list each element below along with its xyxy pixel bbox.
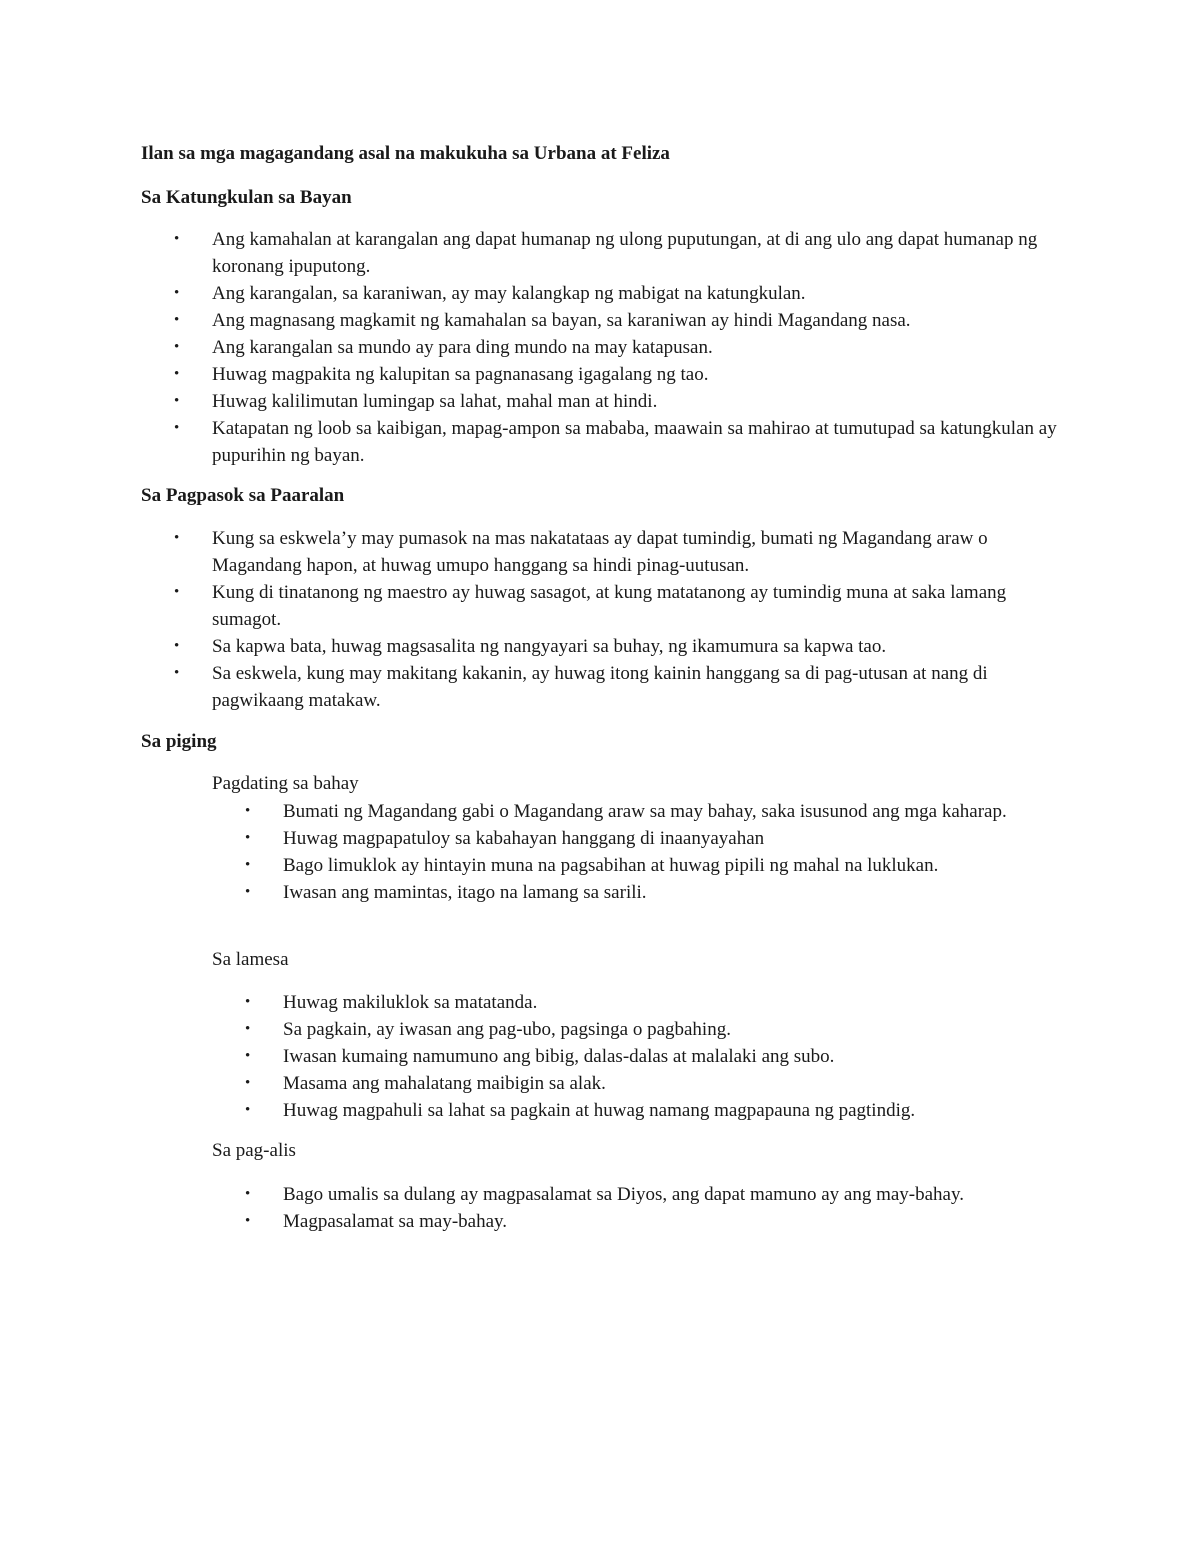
list-item: • Bago limuklok ay hintayin muna na pagsabihan at huwag pipili ng mahal na luklukan. [283,852,1073,879]
list-item: • Magpasalamat sa may-bahay. [283,1208,1073,1235]
list-item: • Iwasan ang mamintas, itago na lamang sa sarili. [283,879,1073,906]
list-item: • Huwag makiluklok sa matatanda. [283,989,1073,1016]
document-title: Ilan sa mga magagandang asal na makukuha sa Urbana at Feliza [141,143,670,164]
bullet-icon: • [174,339,180,355]
list-pagdating [245,798,1073,906]
section-heading-piging: Sa piging [141,731,217,752]
list-item: • Sa eskwela, kung may makitang kakanin, ay huwag itong kainin hanggang sa di pag-utusan at nang di pagwikaang matakaw. [212,660,1062,714]
bullet-icon: • [245,1075,251,1091]
bullet-icon: • [174,312,180,328]
list-item: • Sa pagkain, ay iwasan ang pag-ubo, pagsinga o pagbahing. [283,1016,1073,1043]
list-item: • Huwag kalilimutan lumingap sa lahat, mahal man at hindi. [212,388,1062,415]
bullet-icon: • [245,857,251,873]
subsection-heading-pagdating: Pagdating sa bahay [212,773,359,794]
list-item: • Huwag magpakita ng kalupitan sa pagnanasang igagalang ng tao. [212,361,1062,388]
bullet-icon: • [245,994,251,1010]
subsection-heading-pag-alis: Sa pag-alis [212,1140,296,1161]
bullet-icon: • [245,803,251,819]
bullet-icon: • [174,366,180,382]
list-item: • Huwag magpapatuloy sa kabahayan hanggang di inaanyayahan [283,825,1073,852]
bullet-icon: • [174,285,180,301]
bullet-icon: • [174,231,180,247]
bullet-icon: • [245,830,251,846]
section-heading-paaralan: Sa Pagpasok sa Paaralan [141,485,345,506]
list-item: • Ang magnasang magkamit ng kamahalan sa bayan, sa karaniwan ay hindi Magandang nasa. [212,307,1062,334]
list-item: • Masama ang mahalatang maibigin sa alak. [283,1070,1073,1097]
list-item: • Sa kapwa bata, huwag magsasalita ng nangyayari sa buhay, ng ikamumura sa kapwa tao. [212,633,1062,660]
list-katungkulan [174,226,1062,469]
bullet-icon: • [245,1021,251,1037]
list-item: • Katapatan ng loob sa kaibigan, mapag-ampon sa mababa, maawain sa mahirao at tumutupad sa katungkulan ay pupurihin ng bayan. [212,415,1062,469]
bullet-icon: • [245,1213,251,1229]
list-item: • Ang kamahalan at karangalan ang dapat humanap ng ulong puputungan, at di ang ulo ang dapat humanap ng koronang ipuputong. [212,226,1062,280]
list-item: • Bago umalis sa dulang ay magpasalamat sa Diyos, ang dapat mamuno ay ang may-bahay. [283,1181,1073,1208]
list-item: • Huwag magpahuli sa lahat sa pagkain at huwag namang magpapauna ng pagtindig. [283,1097,1073,1124]
bullet-icon: • [174,665,180,681]
list-item: • Bumati ng Magandang gabi o Magandang araw sa may bahay, saka isusunod ang mga kaharap. [283,798,1073,825]
bullet-icon: • [174,584,180,600]
list-item: • Kung di tinatanong ng maestro ay huwag sasagot, at kung matatanong ay tumindig muna at saka lamang sumagot. [212,579,1062,633]
bullet-icon: • [174,393,180,409]
list-item: • Ang karangalan sa mundo ay para ding mundo na may katapusan. [212,334,1062,361]
list-lamesa [245,989,1073,1124]
list-item: • Ang karangalan, sa karaniwan, ay may kalangkap ng mabigat na katungkulan. [212,280,1062,307]
list-paaralan [174,525,1062,714]
bullet-icon: • [174,530,180,546]
bullet-icon: • [245,1102,251,1118]
list-item: • Kung sa eskwela’y may pumasok na mas nakatataas ay dapat tumindig, bumati ng Magandang araw o Magandang hapon, at huwag umupo hanggang sa hindi pinag-uutusan. [212,525,1062,579]
bullet-icon: • [245,1186,251,1202]
bullet-icon: • [174,638,180,654]
list-pag-alis [245,1181,1073,1235]
bullet-icon: • [245,1048,251,1064]
list-item: • Iwasan kumaing namumuno ang bibig, dalas-dalas at malalaki ang subo. [283,1043,1073,1070]
subsection-heading-lamesa: Sa lamesa [212,949,289,970]
bullet-icon: • [174,420,180,436]
bullet-icon: • [245,884,251,900]
section-heading-katungkulan: Sa Katungkulan sa Bayan [141,187,352,208]
